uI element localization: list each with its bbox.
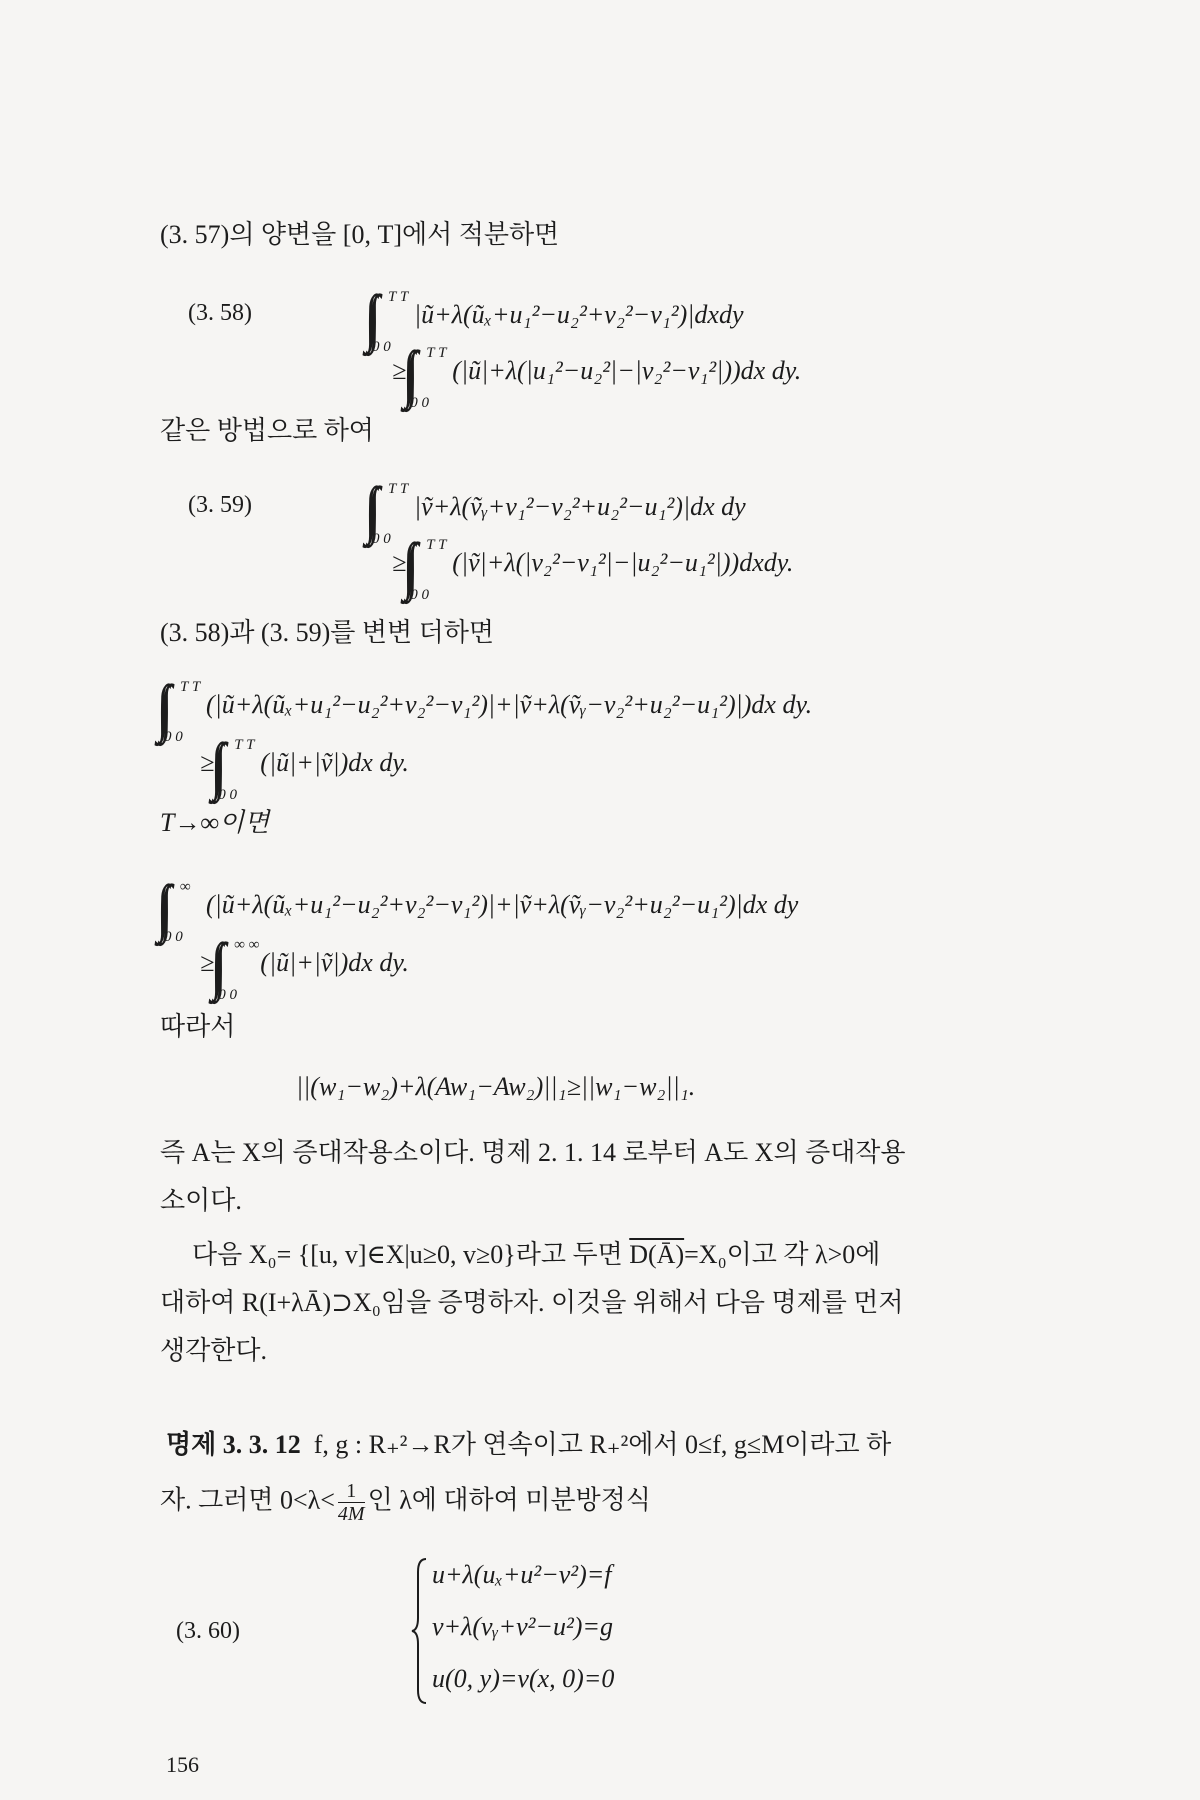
- geq-sign: ≥: [200, 747, 215, 777]
- equation-limit-line2-body: (|ũ|+|ṽ|)dx dy.: [260, 947, 409, 977]
- proposition-line1: [166, 1428, 891, 1462]
- paragraph-2-line1-part-b: =X₀이고 각 λ>0에: [684, 1240, 881, 1269]
- paragraph-2-line2: 대하여 R(I+λĀ)⊃X₀임을 증명하자. 이것을 위해서 다음 명제를 먼저: [160, 1288, 904, 1317]
- fraction-one-over-4M: [338, 1480, 365, 1525]
- double-integral-symbol: ∞ 0 0: [164, 879, 191, 945]
- intro-text-hence: 따라서: [160, 1012, 236, 1041]
- left-brace: [410, 1556, 430, 1706]
- closure-domain: D(Ā): [629, 1240, 685, 1269]
- paragraph-2-line1: [192, 1238, 880, 1272]
- equation-360-row1: u+λ(uₓ+u²−v²)=f: [432, 1560, 612, 1589]
- geq-sign: ≥: [200, 947, 215, 977]
- equation-label-359: (3. 59): [188, 492, 252, 518]
- equation-358-line1-body: |ũ+λ(ũₓ+u₁²−u₂²+v₂²−v₁²)|dxdy: [414, 299, 744, 329]
- paragraph-1-line2: 소이다.: [160, 1186, 242, 1215]
- paragraph-2-line1-part-a: 다음 X₀= {[u, v]∈X|u≥0, v≥0}라고 두면: [192, 1240, 630, 1269]
- equation-358-line2-body: (|ũ|+λ(|u₁²−u₂²|−|v₂²−v₁²|))dx dy.: [452, 355, 802, 385]
- equation-norm: ||(w₁−w₂)+λ(Aw₁−Aw₂)||₁≥||w₁−w₂||₁.: [296, 1072, 696, 1101]
- equation-sum-line2-body: (|ũ|+|ṽ|)dx dy.: [260, 747, 409, 777]
- paragraph-2-line3: 생각한다.: [160, 1336, 267, 1365]
- proposition-title: 명제 3. 3. 12: [166, 1430, 301, 1459]
- double-integral-symbol: T T 0 0: [218, 737, 255, 803]
- double-integral-symbol: T T 0 0: [410, 345, 447, 411]
- double-integral-symbol: T T 0 0: [372, 289, 409, 355]
- geq-sign: ≥: [392, 547, 407, 577]
- page-number: 156: [166, 1752, 199, 1777]
- equation-limit-line2: [200, 934, 409, 1003]
- equation-358-line2: [392, 342, 802, 411]
- equation-sum-line1-body: (|ũ+λ(ũₓ+u₁²−u₂²+v₂²−v₁²)|+|ṽ+λ(ṽᵧ−v₂²+u₂²−u₁²)|)dx dy.: [206, 689, 813, 719]
- geq-sign: ≥: [392, 355, 407, 385]
- equation-359-line2-body: (|ṽ|+λ(|v₂²−v₁²|−|u₂²−u₁²|))dxdy.: [452, 547, 794, 577]
- equation-359-line1: [368, 478, 746, 547]
- equation-358-line1: [368, 286, 744, 355]
- equation-label-360: (3. 60): [176, 1618, 240, 1644]
- paragraph-1-line1: 즉 A는 X의 증대작용소이다. 명제 2. 1. 14 로부터 A도 X의 증대작용: [160, 1138, 906, 1167]
- double-integral-symbol: ∞ ∞ 0 0: [218, 937, 260, 1003]
- proposition-line1-body: f, g : R₊²→R가 연속이고 R₊²에서 0≤f, g≤M이라고 하: [313, 1430, 892, 1459]
- double-integral-symbol: T T 0 0: [372, 481, 409, 547]
- equation-359-line1-body: |ṽ+λ(ṽᵧ+v₁²−v₂²+u₂²−u₁²)|dx dy: [414, 491, 746, 521]
- intro-text-359: 같은 방법으로 하여: [160, 416, 374, 445]
- double-integral-symbol: T T 0 0: [164, 679, 201, 745]
- equation-360-row2: v+λ(vᵧ+v²−u²)=g: [432, 1612, 613, 1641]
- double-integral-symbol: T T 0 0: [410, 537, 447, 603]
- equation-label-358: (3. 58): [188, 300, 252, 326]
- intro-text-358: (3. 57)의 양변을 [0, T]에서 적분하면: [160, 220, 560, 249]
- intro-text-limit: T→∞이면: [160, 808, 270, 837]
- intro-text-sum: (3. 58)과 (3. 59)를 변변 더하면: [160, 618, 494, 647]
- equation-360-row3: u(0, y)=v(x, 0)=0: [432, 1664, 615, 1693]
- fraction-numerator: 1: [338, 1480, 365, 1503]
- proposition-line2-part-b: 인 λ에 대하여 미분방정식: [367, 1485, 651, 1515]
- equation-359-line2: [392, 534, 794, 603]
- equation-sum-line1: [160, 676, 813, 745]
- proposition-line2: [160, 1480, 651, 1525]
- equation-sum-line2: [200, 734, 409, 803]
- proposition-line2-part-a: 자. 그러면 0<λ<: [160, 1485, 335, 1515]
- equation-limit-line1-body: (|ũ+λ(ũₓ+u₁²−u₂²+v₂²−v₁²)|+|ṽ+λ(ṽᵧ−v₂²+u₂²−u₁²)|dx dy: [206, 889, 799, 919]
- fraction-denominator: 4M: [337, 1503, 365, 1525]
